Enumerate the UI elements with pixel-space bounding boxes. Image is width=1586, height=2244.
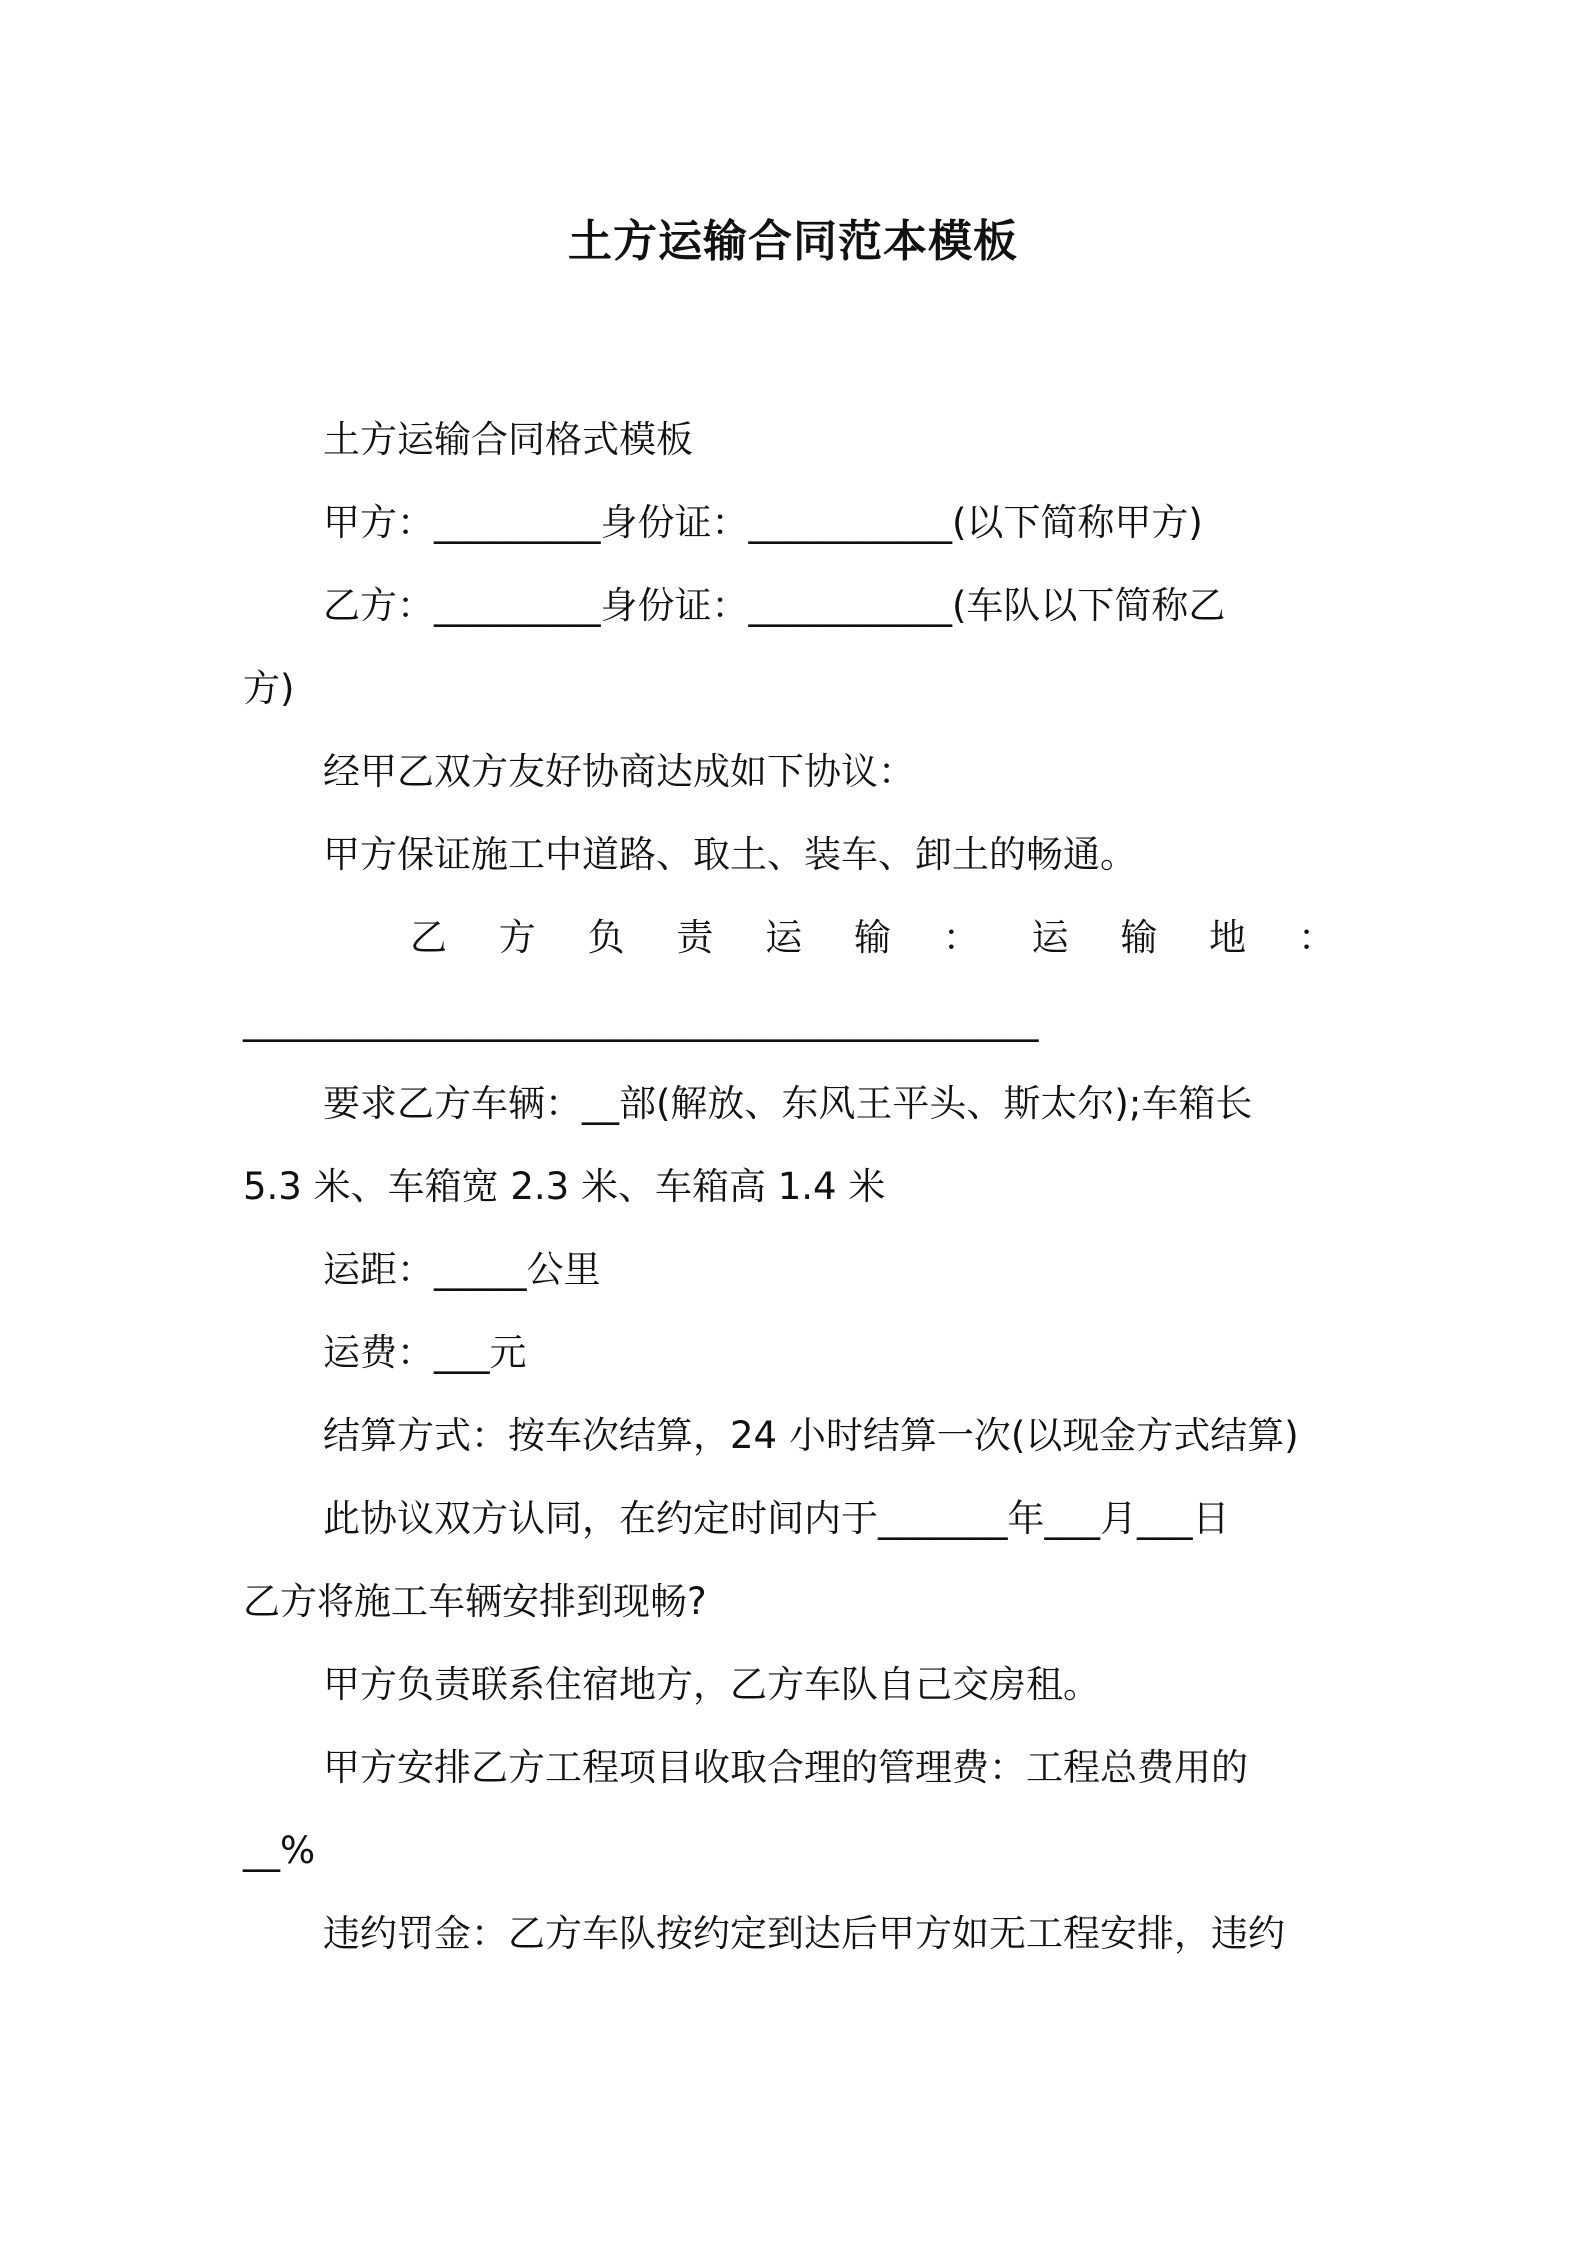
penalty-line: 违约罚金：乙方车队按约定到达后甲方如无工程安排，违约 — [323, 1912, 1285, 1955]
transport-char: ： — [942, 916, 980, 959]
fee-line: 运费：___元 — [323, 1331, 527, 1374]
transport-char: 运 — [1031, 916, 1069, 959]
transport-char: 地 — [1209, 916, 1247, 959]
transport-char: 责 — [676, 916, 714, 959]
party-a-line: 甲方：_________身份证：___________(以下简称甲方) — [323, 501, 1203, 544]
document-title: 土方运输合同范本模板 — [568, 216, 1018, 267]
transport-char: 方 — [498, 916, 536, 959]
transport-char: ： — [1297, 916, 1335, 959]
transport-char: 输 — [1120, 916, 1158, 959]
management-fee-line-continued: __% — [243, 1829, 316, 1872]
transport-char: 负 — [587, 916, 625, 959]
distance-line: 运距：_____公里 — [323, 1248, 601, 1291]
timing-line: 此协议双方认同，在约定时间内于_______年___月___日 — [323, 1497, 1230, 1540]
transport-responsibility-line — [410, 912, 1335, 964]
transport-char: 乙 — [410, 916, 447, 959]
management-fee-line: 甲方安排乙方工程项目收取合理的管理费：工程总费用的 — [323, 1746, 1248, 1789]
vehicle-requirements: 要求乙方车辆：__部(解放、东风王平头、斯太尔);车箱长 — [323, 1082, 1253, 1125]
subtitle: 土方运输合同格式模板 — [323, 418, 693, 461]
transport-char: 输 — [853, 916, 891, 959]
transport-char: 运 — [765, 916, 803, 959]
lodging-line: 甲方负责联系住宿地方，乙方车队自己交房租。 — [323, 1663, 1100, 1706]
party-b-line: 乙方：_________身份证：___________(车队以下简称乙 — [323, 584, 1226, 627]
vehicle-requirements-continued: 5.3 米、车箱宽 2.3 米、车箱高 1.4 米 — [243, 1165, 886, 1208]
timing-line-continued: 乙方将施工车辆安排到现畅? — [243, 1580, 707, 1623]
agreement-intro: 经甲乙双方友好协商达成如下协议： — [323, 750, 915, 793]
settlement-line: 结算方式：按车次结算，24 小时结算一次(以现金方式结算) — [323, 1414, 1299, 1457]
clause-road: 甲方保证施工中道路、取土、装车、卸土的畅通。 — [323, 833, 1137, 876]
transport-destination-blank: ___________________________________________ — [243, 999, 1039, 1042]
party-b-line-continued: 方) — [243, 667, 295, 710]
